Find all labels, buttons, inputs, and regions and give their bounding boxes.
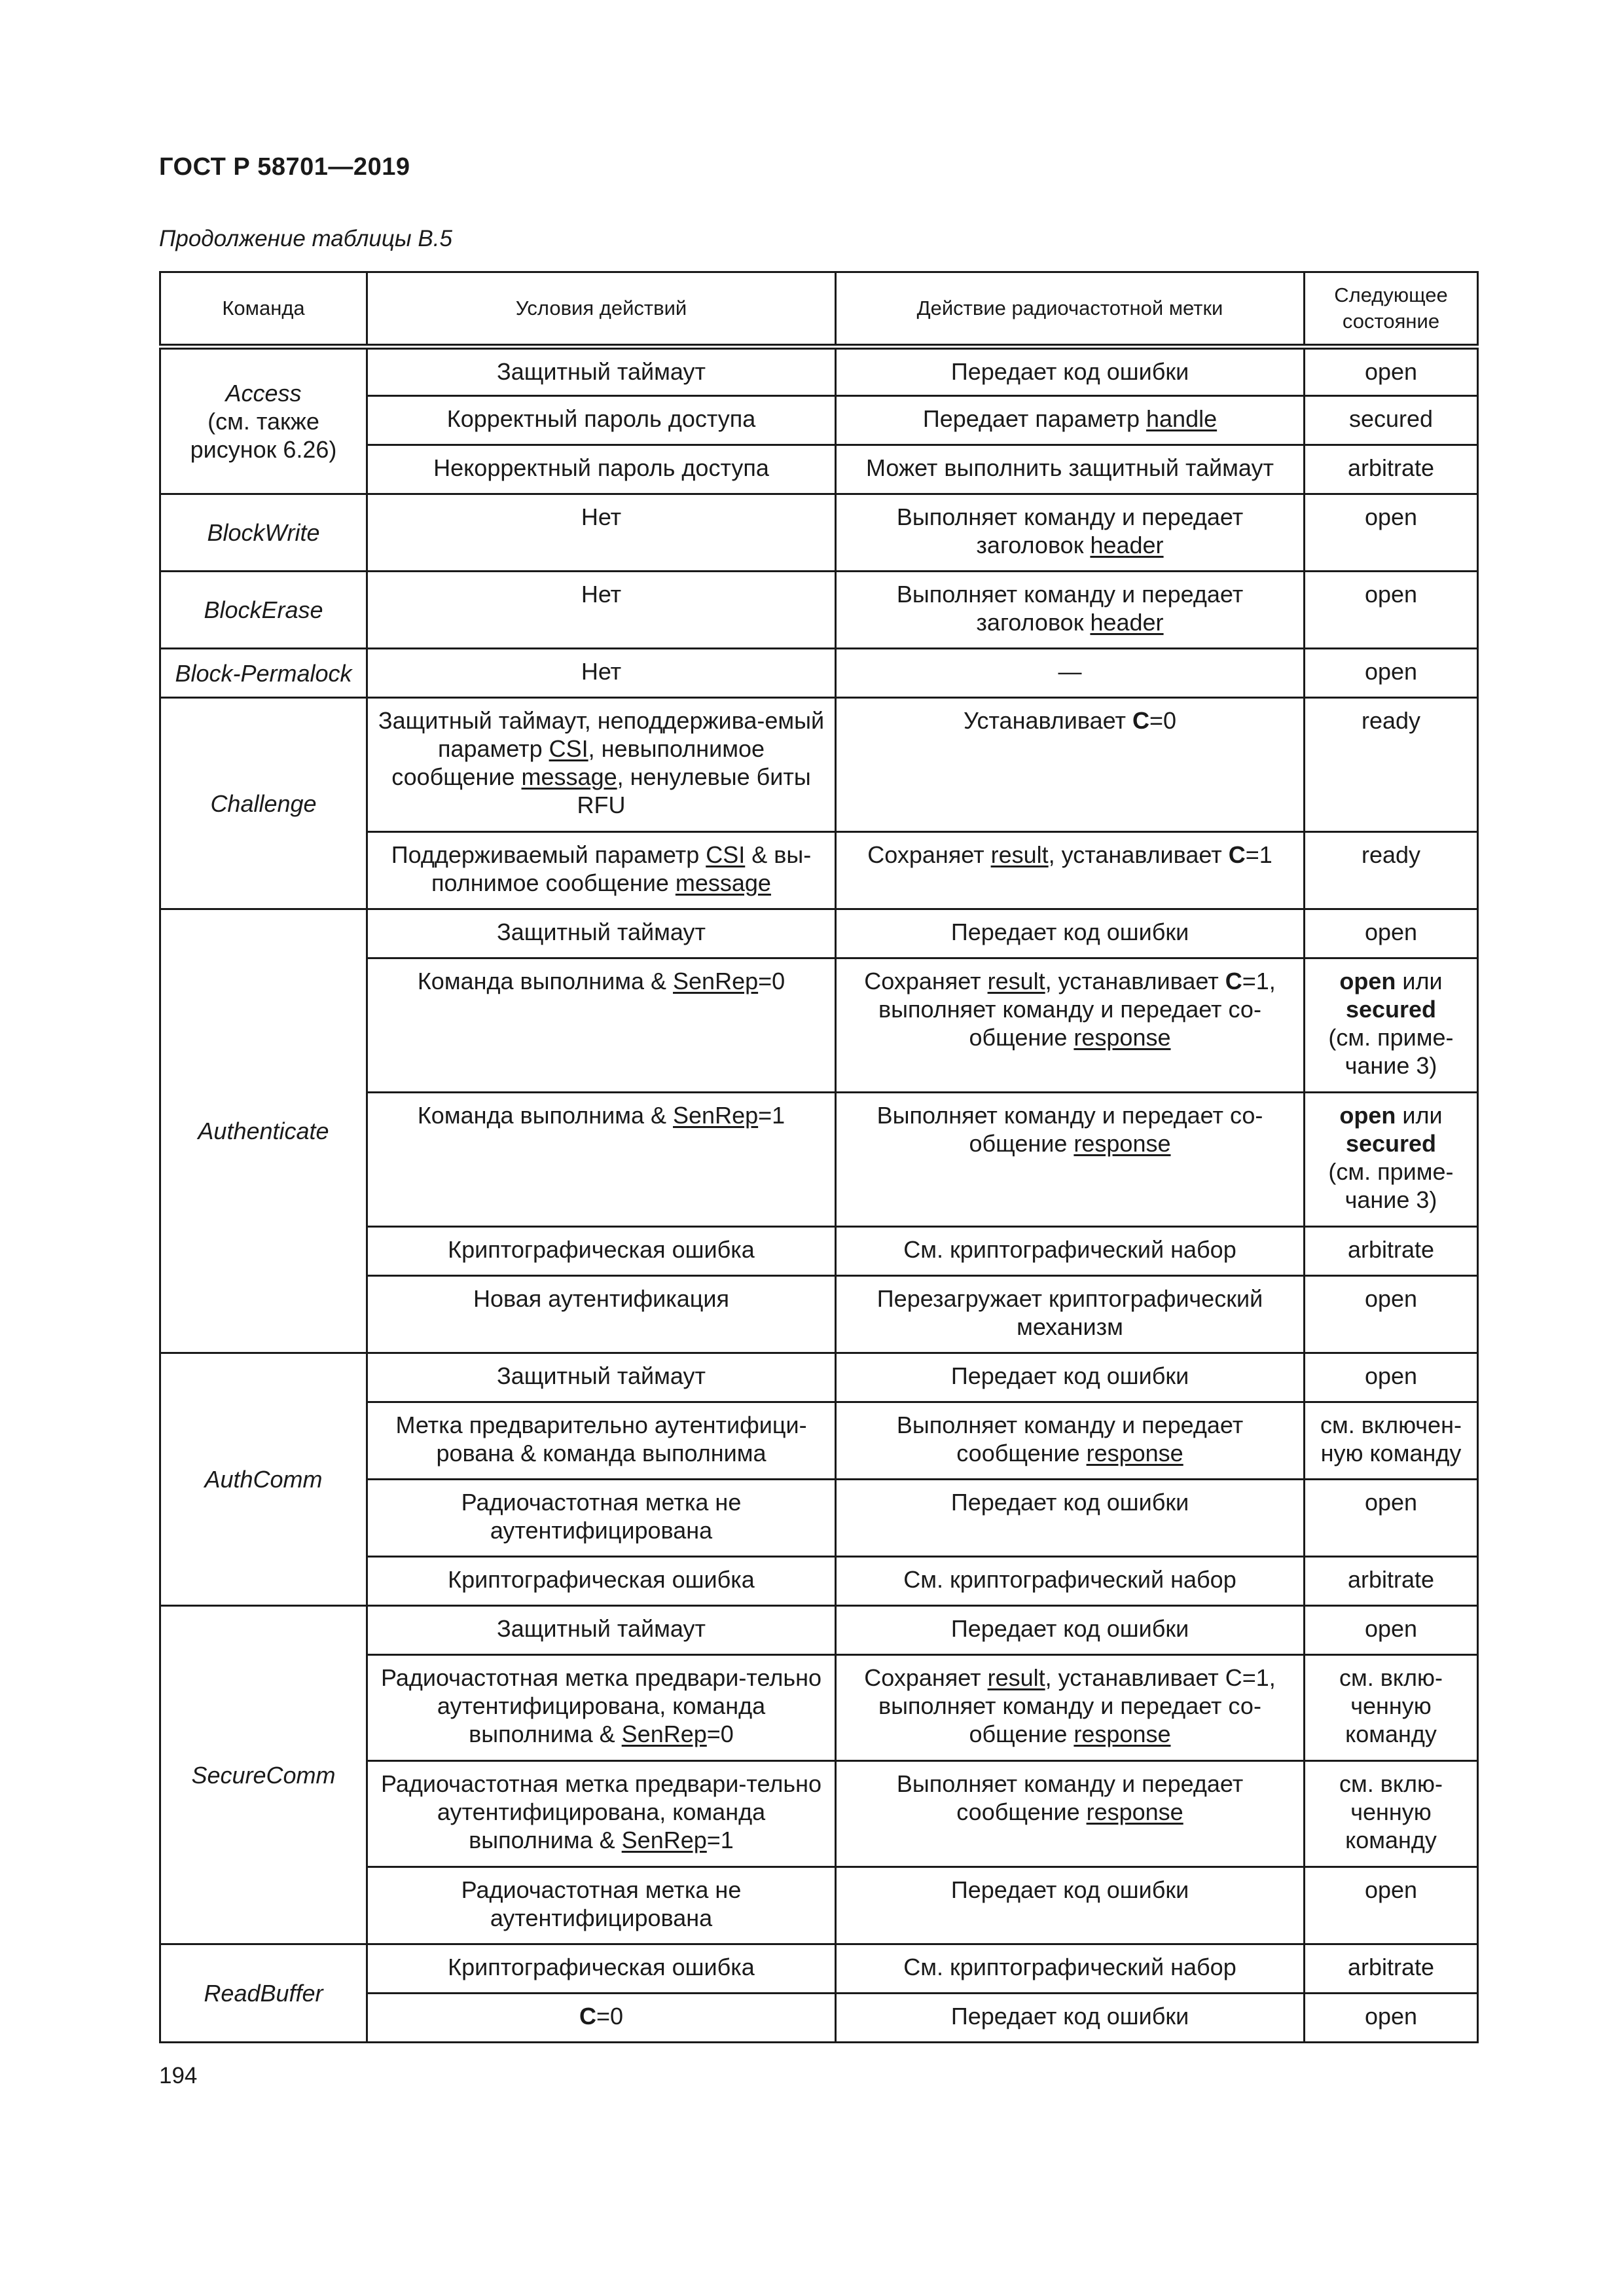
table-header-row bbox=[160, 272, 1478, 347]
action-cell bbox=[836, 1655, 1305, 1761]
c-flag: C bbox=[1225, 968, 1242, 994]
condition-cell: Защитный таймаут bbox=[367, 1606, 836, 1655]
senrep-term: SenRep bbox=[621, 1721, 707, 1747]
action-cell bbox=[836, 1761, 1305, 1867]
condition-cell bbox=[367, 1761, 836, 1867]
action-cell bbox=[836, 832, 1305, 909]
condition-cell: Защитный таймаут bbox=[367, 1353, 836, 1402]
command-access: Access bbox=[225, 380, 302, 407]
condition-cell bbox=[367, 832, 836, 909]
access-note-line1: (см. также bbox=[208, 408, 319, 435]
state-open: open bbox=[1339, 968, 1396, 994]
result-term: result bbox=[987, 968, 1045, 994]
action-cell: Передает код ошибки bbox=[836, 909, 1305, 958]
action-text: =1 bbox=[1245, 841, 1272, 868]
action-cell bbox=[836, 572, 1305, 649]
action-cell: Передает код ошибки bbox=[836, 1994, 1305, 2043]
action-text: Выполняет команду и передает сообщение bbox=[896, 1770, 1244, 1825]
message-term: message bbox=[675, 869, 771, 896]
header-term: header bbox=[1090, 609, 1164, 636]
command-blockwrite: BlockWrite bbox=[160, 494, 367, 572]
condition-cell: Некорректный пароль доступа bbox=[367, 445, 836, 494]
next-state-cell: open bbox=[1305, 1276, 1478, 1353]
state-open: open bbox=[1339, 1102, 1396, 1129]
condition-text: Поддерживаемый параметр bbox=[391, 841, 706, 868]
next-state-cell: arbitrate bbox=[1305, 445, 1478, 494]
next-state-cell: open bbox=[1305, 572, 1478, 649]
condition-cell: Нет bbox=[367, 572, 836, 649]
action-text: =0 bbox=[1149, 707, 1176, 734]
condition-cell: Криптографическая ошибка bbox=[367, 1557, 836, 1606]
state-or: или bbox=[1396, 968, 1443, 994]
condition-cell bbox=[367, 698, 836, 832]
next-state-cell: ready bbox=[1305, 832, 1478, 909]
result-term: result bbox=[987, 1664, 1045, 1691]
condition-text: =0 bbox=[596, 2003, 624, 2030]
condition-cell: Нет bbox=[367, 494, 836, 572]
condition-text: , ненулевые биты RFU bbox=[577, 763, 811, 818]
action-text: Сохраняет bbox=[867, 841, 991, 868]
command-securecomm: SecureComm bbox=[160, 1606, 367, 1944]
condition-cell: Радиочастотная метка не аутентифицирована bbox=[367, 1480, 836, 1557]
action-cell: Передает код ошибки bbox=[836, 1867, 1305, 1944]
action-cell: Передает код ошибки bbox=[836, 1480, 1305, 1557]
action-cell: Перезагружает криптографический механизм bbox=[836, 1276, 1305, 1353]
action-cell: Передает код ошибки bbox=[836, 347, 1305, 396]
next-state-cell: arbitrate bbox=[1305, 1227, 1478, 1276]
command-authenticate: Authenticate bbox=[160, 909, 367, 1353]
action-cell bbox=[836, 1093, 1305, 1227]
condition-cell: Корректный пароль доступа bbox=[367, 396, 836, 445]
response-term: response bbox=[1086, 1440, 1183, 1467]
action-text: Сохраняет bbox=[864, 968, 988, 994]
col-header-next-state: Следующее состояние bbox=[1305, 272, 1478, 347]
action-text: , устанавливает bbox=[1045, 968, 1225, 994]
page-number: 194 bbox=[159, 2063, 198, 2088]
next-state-cell bbox=[1305, 958, 1478, 1093]
action-cell bbox=[836, 494, 1305, 572]
command-authcomm: AuthComm bbox=[160, 1353, 367, 1606]
action-cell: См. криптографический набор bbox=[836, 1944, 1305, 1994]
condition-text: , невыполнимое сообщение bbox=[391, 735, 765, 790]
condition-cell: Криптографическая ошибка bbox=[367, 1227, 836, 1276]
condition-cell bbox=[367, 1093, 836, 1227]
message-term: message bbox=[521, 763, 617, 790]
table-row bbox=[160, 494, 1478, 572]
next-state-cell: open bbox=[1305, 1353, 1478, 1402]
condition-text: Команда выполнима & bbox=[417, 1102, 674, 1129]
table-row bbox=[160, 572, 1478, 649]
table-row bbox=[160, 347, 1478, 396]
response-term: response bbox=[1074, 1024, 1171, 1051]
action-cell: См. криптографический набор bbox=[836, 1557, 1305, 1606]
state-transition-table bbox=[159, 271, 1479, 2043]
state-note: (см. приме-чание 3) bbox=[1328, 1158, 1454, 1213]
response-term: response bbox=[1074, 1721, 1171, 1747]
senrep-term: SenRep bbox=[673, 968, 759, 994]
action-text: Устанавливает bbox=[964, 707, 1132, 734]
action-text: Передает параметр bbox=[922, 405, 1147, 432]
col-header-action: Действие радиочастотной метки bbox=[836, 272, 1305, 347]
next-state-cell: open bbox=[1305, 649, 1478, 698]
condition-cell: Радиочастотная метка не аутентифицирована bbox=[367, 1867, 836, 1944]
c-flag: C bbox=[579, 2003, 596, 2030]
action-cell bbox=[836, 1402, 1305, 1480]
command-blockerase: BlockErase bbox=[160, 572, 367, 649]
table-caption: Продолжение таблицы В.5 bbox=[159, 226, 452, 251]
c-flag: C bbox=[1228, 841, 1246, 868]
next-state-cell: arbitrate bbox=[1305, 1557, 1478, 1606]
table-row bbox=[160, 649, 1478, 698]
command-cell-access bbox=[160, 347, 367, 494]
next-state-cell: open bbox=[1305, 1867, 1478, 1944]
condition-cell: Новая аутентификация bbox=[367, 1276, 836, 1353]
handle-term: handle bbox=[1146, 405, 1218, 432]
csi-term: CSI bbox=[706, 841, 746, 868]
access-note-line2: рисунок 6.26) bbox=[190, 436, 337, 463]
next-state-cell: open bbox=[1305, 1994, 1478, 2043]
condition-text: Команда выполнима & bbox=[417, 968, 674, 994]
action-text: Выполняет команду и передает заголовок bbox=[896, 581, 1244, 636]
condition-cell: Нет bbox=[367, 649, 836, 698]
action-cell: Передает код ошибки bbox=[836, 1353, 1305, 1402]
col-header-command: Команда bbox=[160, 272, 367, 347]
table-row bbox=[160, 1944, 1478, 1994]
next-state-cell: open bbox=[1305, 1606, 1478, 1655]
col-header-conditions: Условия действий bbox=[367, 272, 836, 347]
next-state-cell: open bbox=[1305, 909, 1478, 958]
next-state-cell: open bbox=[1305, 494, 1478, 572]
action-cell: Передает код ошибки bbox=[836, 1606, 1305, 1655]
condition-cell: Метка предварительно аутентифици-рована & команда выполнима bbox=[367, 1402, 836, 1480]
action-cell: Может выполнить защитный таймаут bbox=[836, 445, 1305, 494]
action-text: Выполняет команду и передает со-общение bbox=[876, 1102, 1263, 1157]
table-row bbox=[160, 698, 1478, 832]
action-text: Сохраняет bbox=[864, 1664, 988, 1691]
action-cell bbox=[836, 698, 1305, 832]
command-challenge: Challenge bbox=[160, 698, 367, 909]
condition-text: =1 bbox=[706, 1827, 734, 1853]
action-text: =1, выполняет команду и передает со-общение bbox=[878, 968, 1276, 1051]
command-blockpermalock: Block-Permalock bbox=[160, 649, 367, 698]
next-state-cell: secured bbox=[1305, 396, 1478, 445]
condition-cell bbox=[367, 1655, 836, 1761]
condition-text: =1 bbox=[758, 1102, 785, 1129]
action-cell: См. криптографический набор bbox=[836, 1227, 1305, 1276]
condition-text: =0 bbox=[758, 968, 785, 994]
next-state-cell: см. вклю-ченную команду bbox=[1305, 1655, 1478, 1761]
command-readbuffer: ReadBuffer bbox=[160, 1944, 367, 2043]
condition-text: Защитный таймаут, неподдержива-емый параметр bbox=[378, 707, 825, 762]
next-state-cell: см. вклю-ченную команду bbox=[1305, 1761, 1478, 1867]
next-state-cell: см. включен-ную команду bbox=[1305, 1402, 1478, 1480]
next-state-cell bbox=[1305, 1093, 1478, 1227]
response-term: response bbox=[1074, 1130, 1171, 1157]
result-term: result bbox=[990, 841, 1049, 868]
state-secured: secured bbox=[1345, 1130, 1437, 1157]
action-text: , устанавливает bbox=[1048, 841, 1229, 868]
state-note: (см. приме-чание 3) bbox=[1328, 1024, 1454, 1079]
action-cell bbox=[836, 958, 1305, 1093]
table-row bbox=[160, 909, 1478, 958]
condition-cell bbox=[367, 1994, 836, 2043]
next-state-cell: arbitrate bbox=[1305, 1944, 1478, 1994]
action-text: Выполняет команду и передает сообщение bbox=[896, 1412, 1244, 1467]
condition-cell: Защитный таймаут bbox=[367, 347, 836, 396]
state-or: или bbox=[1396, 1102, 1443, 1129]
csi-term: CSI bbox=[549, 735, 588, 762]
response-term: response bbox=[1086, 1798, 1183, 1825]
action-cell bbox=[836, 396, 1305, 445]
table-row bbox=[160, 1606, 1478, 1655]
next-state-cell: ready bbox=[1305, 698, 1478, 832]
condition-cell: Криптографическая ошибка bbox=[367, 1944, 836, 1994]
condition-cell: Защитный таймаут bbox=[367, 909, 836, 958]
c-flag: C bbox=[1132, 707, 1149, 734]
condition-text: Радиочастотная метка предвари-тельно аутентифицирована, команда выполнима & bbox=[381, 1664, 821, 1747]
condition-text: =0 bbox=[706, 1721, 734, 1747]
condition-cell bbox=[367, 958, 836, 1093]
next-state-cell: open bbox=[1305, 347, 1478, 396]
action-text: Выполняет команду и передает заголовок bbox=[896, 503, 1244, 558]
table-row bbox=[160, 1353, 1478, 1402]
action-text: , устанавливает С=1, выполняет команду и передает со-общение bbox=[878, 1664, 1276, 1747]
header-term: header bbox=[1090, 532, 1164, 558]
document-title: ГОСТ Р 58701—2019 bbox=[159, 153, 410, 181]
senrep-term: SenRep bbox=[673, 1102, 759, 1129]
senrep-term: SenRep bbox=[621, 1827, 707, 1853]
next-state-cell: open bbox=[1305, 1480, 1478, 1557]
condition-text: & вы-полнимое сообщение bbox=[431, 841, 812, 896]
condition-text: Радиочастотная метка предвари-тельно аутентифицирована, команда выполнима & bbox=[381, 1770, 821, 1853]
action-cell: — bbox=[836, 649, 1305, 698]
state-secured: secured bbox=[1345, 996, 1437, 1023]
